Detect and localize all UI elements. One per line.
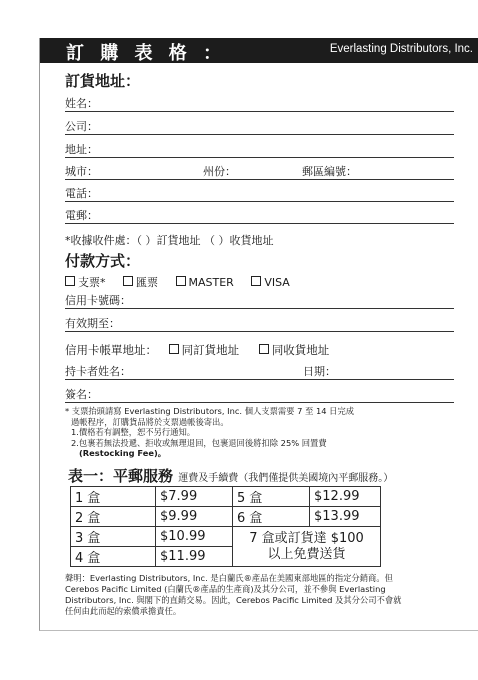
holder-label: 持卡者姓名：: [65, 365, 131, 378]
option-check[interactable]: [65, 276, 106, 289]
phone-label: 電話：: [65, 187, 98, 200]
free-shipping-line2: 以上免費送貨: [267, 546, 346, 562]
payment-notes: [65, 406, 455, 459]
signature-field[interactable]: [65, 387, 454, 403]
email-label: 電郵：: [65, 209, 98, 222]
option-visa[interactable]: [251, 276, 289, 289]
table-row: [71, 507, 381, 527]
billing-same-as-order[interactable]: [169, 343, 240, 357]
price-cell: $12.99: [310, 487, 381, 507]
billing-opt1-label: 同訂貨地址: [181, 343, 240, 357]
date-label: 日期：: [303, 365, 336, 378]
expiry-label: 有效期至：: [65, 317, 120, 330]
free-shipping-line1: 7 盒或訂貨達 $100: [249, 530, 364, 546]
disclaimer-line: Cerebos Pacific Limited (白蘭氏®產品的生產商)及其分公司，並不參與 Everlasting: [65, 584, 386, 594]
option-money-order[interactable]: [123, 276, 158, 289]
note-line: 1.價格若有調整，恕不另行通知。: [71, 427, 196, 437]
city-label: 城市：: [65, 165, 98, 178]
price-cell: $11.99: [156, 547, 233, 567]
rates-table-title: [68, 465, 393, 486]
disclaimer-line: 任何由此而起的索償承擔責任。: [65, 606, 182, 616]
name-label: 姓名：: [65, 97, 98, 110]
state-label: 州份：: [203, 165, 236, 178]
checkbox-icon[interactable]: [123, 276, 133, 286]
city-state-zip-field[interactable]: [65, 164, 454, 180]
billing-label: 信用卡帳單地址：: [65, 343, 157, 357]
form-header: [40, 38, 478, 63]
company-label: 公司：: [65, 120, 98, 133]
form-title: 訂 購 表 格 ：: [66, 43, 227, 64]
address-label: 地址：: [65, 143, 98, 156]
option-money-order-label: 匯票: [136, 276, 158, 289]
zip-label: 郵區編號：: [302, 165, 357, 178]
note-line: 2.包裹若無法投遞、拒收或無理退回，包裹退回後將扣除 25% 回置費: [71, 437, 327, 448]
table-row: [71, 527, 381, 547]
note-line: 過帳程序，訂購貨品將於支票過帳後寄出。: [71, 416, 229, 427]
payment-heading: 付款方式：: [65, 252, 141, 270]
cardholder-field[interactable]: [65, 364, 454, 380]
name-field[interactable]: [65, 96, 454, 112]
email-field[interactable]: [65, 208, 454, 224]
free-shipping-cell: [233, 527, 381, 567]
expiry-field[interactable]: [65, 316, 454, 332]
checkbox-icon[interactable]: [169, 344, 179, 354]
billing-address-row: [65, 342, 329, 358]
address-field[interactable]: [65, 142, 454, 158]
rates-table: [70, 486, 381, 567]
price-cell: $9.99: [156, 507, 233, 527]
company-field[interactable]: [65, 119, 454, 135]
rates-subtitle: 運費及手續費（我們僅提供美國境內平郵服務。）: [178, 473, 394, 484]
option-master-label: MASTER: [188, 276, 234, 289]
billing-same-as-shipping[interactable]: [259, 343, 330, 357]
qty-cell: 2 盒: [71, 507, 156, 527]
option-visa-label: VISA: [264, 276, 290, 289]
billing-opt2-label: 同收貨地址: [271, 343, 330, 357]
table-row: [71, 487, 381, 507]
shipping-heading: 訂貨地址：: [65, 72, 141, 90]
note-line: (Restocking Fee)。: [79, 448, 167, 458]
qty-cell: 4 盒: [71, 547, 156, 567]
checkbox-icon[interactable]: [65, 276, 75, 286]
phone-field[interactable]: [65, 186, 454, 202]
card-number-label: 信用卡號碼：: [65, 294, 131, 307]
qty-cell: 3 盒: [71, 527, 156, 547]
disclaimer-line: 聲明：Everlasting Distributors, Inc. 是白蘭氏®產品在美國東部地區的指定分銷商。但: [65, 573, 393, 583]
checkbox-icon[interactable]: [176, 276, 186, 286]
payment-options: [65, 274, 290, 290]
price-cell: $10.99: [156, 527, 233, 547]
option-master[interactable]: [176, 276, 234, 289]
disclaimer: [65, 573, 477, 617]
qty-cell: 5 盒: [233, 487, 310, 507]
recipient-note: *收據收件處：（ ）訂貨地址 （ ）收貨地址: [65, 234, 274, 247]
price-cell: $13.99: [310, 507, 381, 527]
option-check-label: 支票*: [78, 276, 106, 289]
disclaimer-line: Distributors, Inc. 與閣下的直銷交易。因此，Cerebos Pacific Limited 及其分公司不會就: [65, 595, 402, 605]
card-number-field[interactable]: [65, 293, 454, 309]
qty-cell: 6 盒: [233, 507, 310, 527]
company-name: Everlasting Distributors, Inc.: [329, 43, 473, 55]
checkbox-icon[interactable]: [251, 276, 261, 286]
signature-label: 簽名：: [65, 388, 98, 401]
qty-cell: 1 盒: [71, 487, 156, 507]
checkbox-icon[interactable]: [259, 344, 269, 354]
price-cell: $7.99: [156, 487, 233, 507]
note-line: * 支票抬頭請寫 Everlasting Distributors, Inc. 個人支票需要 7 至 14 日完成: [65, 406, 355, 416]
rates-title: 表一：平郵服務: [68, 467, 174, 485]
